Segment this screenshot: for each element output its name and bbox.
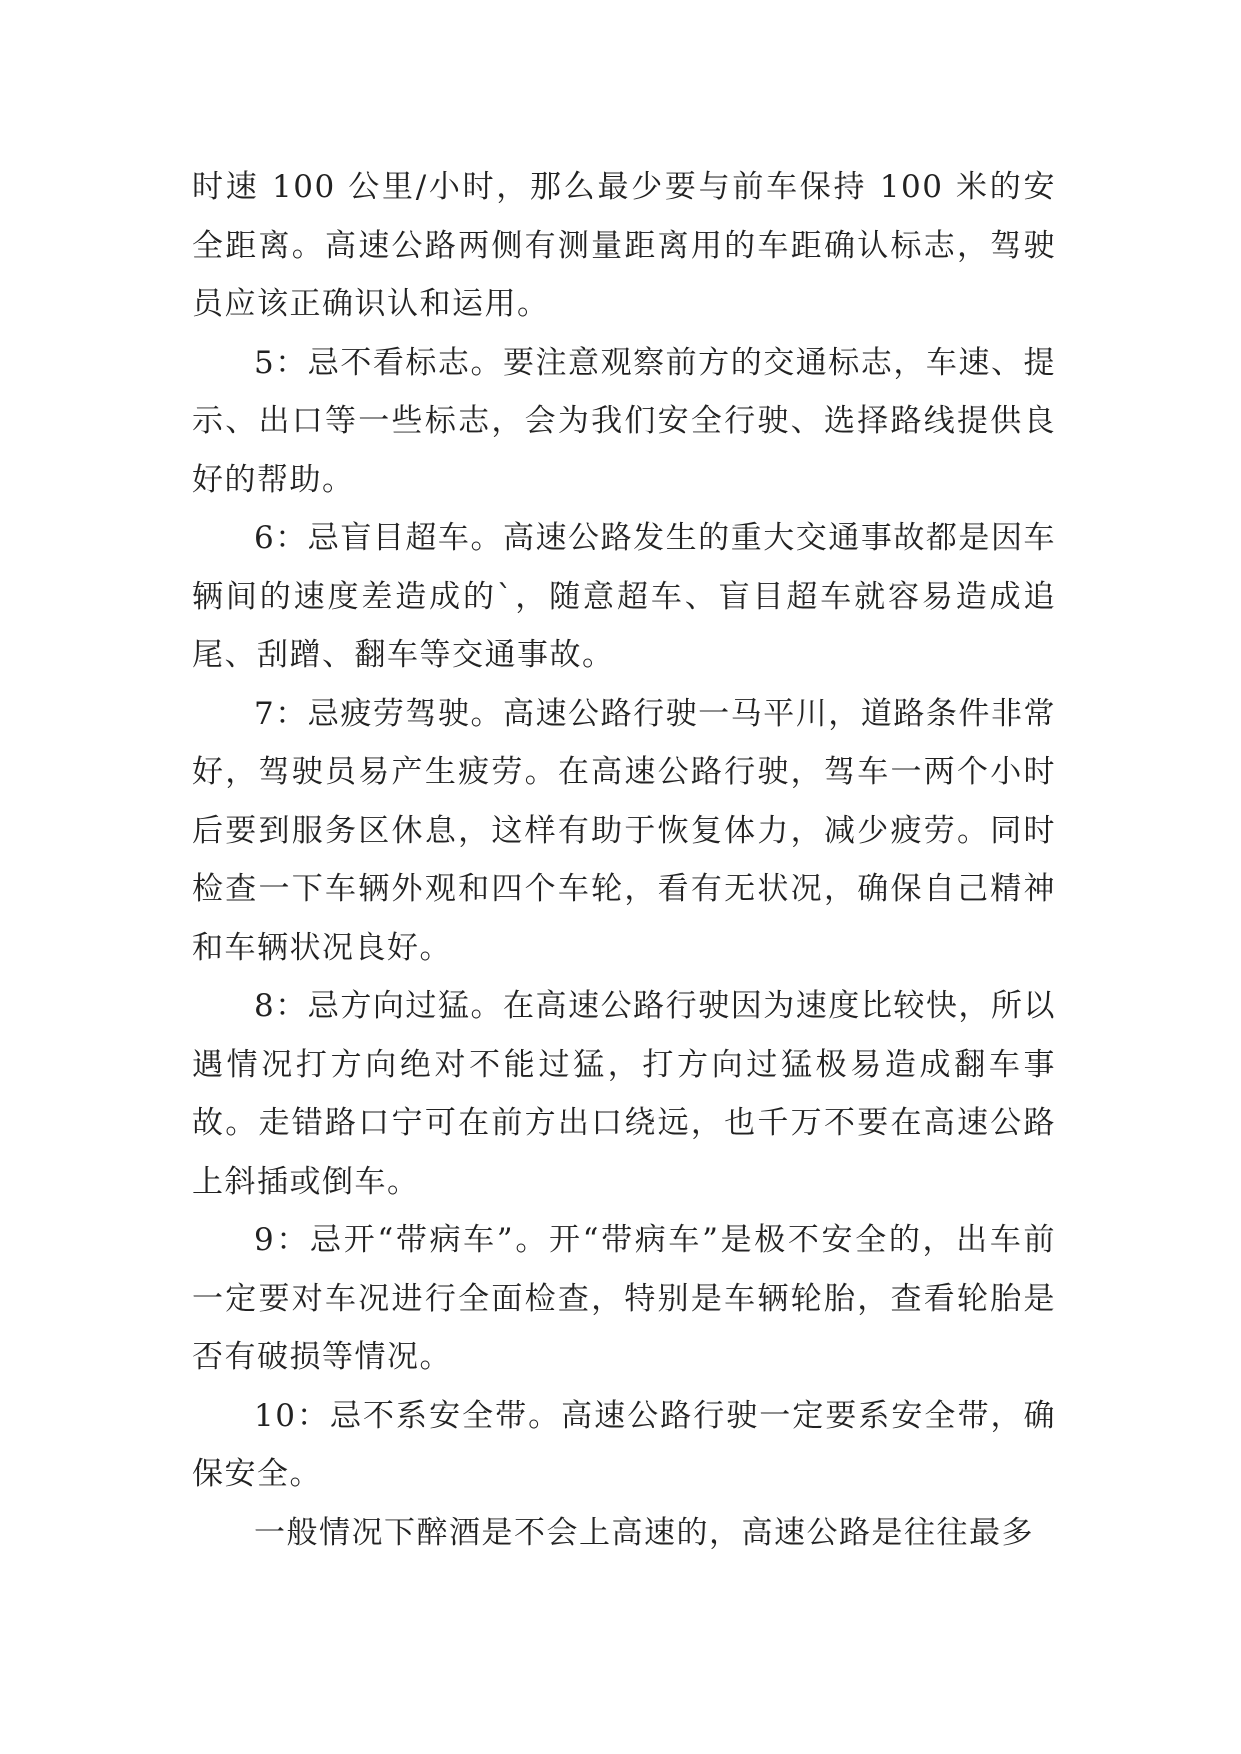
document-page (192, 158, 1056, 1562)
paragraph-rule-8-steering: 8：忌方向过猛。在高速公路行驶因为速度比较快，所以遇情况打方向绝对不能过猛，打方向过猛极易造成翻车事故。走错路口宁可在前方出口绕远，也千万不要在高速公路上斜插或倒车。 (192, 988, 1056, 1200)
paragraph-rule-6-overtaking: 6：忌盲目超车。高速公路发生的重大交通事故都是因车辆间的速度差造成的`，随意超车、盲目超车就容易造成追尾、刮蹭、翻车等交通事故。 (192, 520, 1056, 673)
paragraph-speed-distance: 时速 100 公里/小时，那么最少要与前车保持 100 米的安全距离。高速公路两侧有测量距离用的车距确认标志，驾驶员应该正确识认和运用。 (192, 169, 1056, 322)
paragraph-rule-5-signs: 5：忌不看标志。要注意观察前方的交通标志，车速、提示、出口等一些标志，会为我们安全行驶、选择路线提供良好的帮助。 (192, 344, 1056, 498)
paragraph-rule-10-seatbelt: 10：忌不系安全带。高速公路行驶一定要系安全带，确保安全。 (192, 1397, 1056, 1492)
paragraph-rule-7-fatigue: 7：忌疲劳驾驶。高速公路行驶一马平川，道路条件非常好，驾驶员易产生疲劳。在高速公路行驶，驾车一两个小时后要到服务区休息，这样有助于恢复体力，减少疲劳。同时检查一下车辆外观和四个车轮，看有无状况，确保自己精神和车辆状况良好。 (192, 695, 1056, 966)
paragraph-drunk-driving: 一般情况下醉酒是不会上高速的，高速公路是往往最多 (254, 1514, 1034, 1551)
paragraph-rule-9-faulty-car: 9：忌开“带病车”。开“带病车”是极不安全的，出车前一定要对车况进行全面检查，特别是车辆轮胎，查看轮胎是否有破损等情况。 (192, 1222, 1056, 1375)
